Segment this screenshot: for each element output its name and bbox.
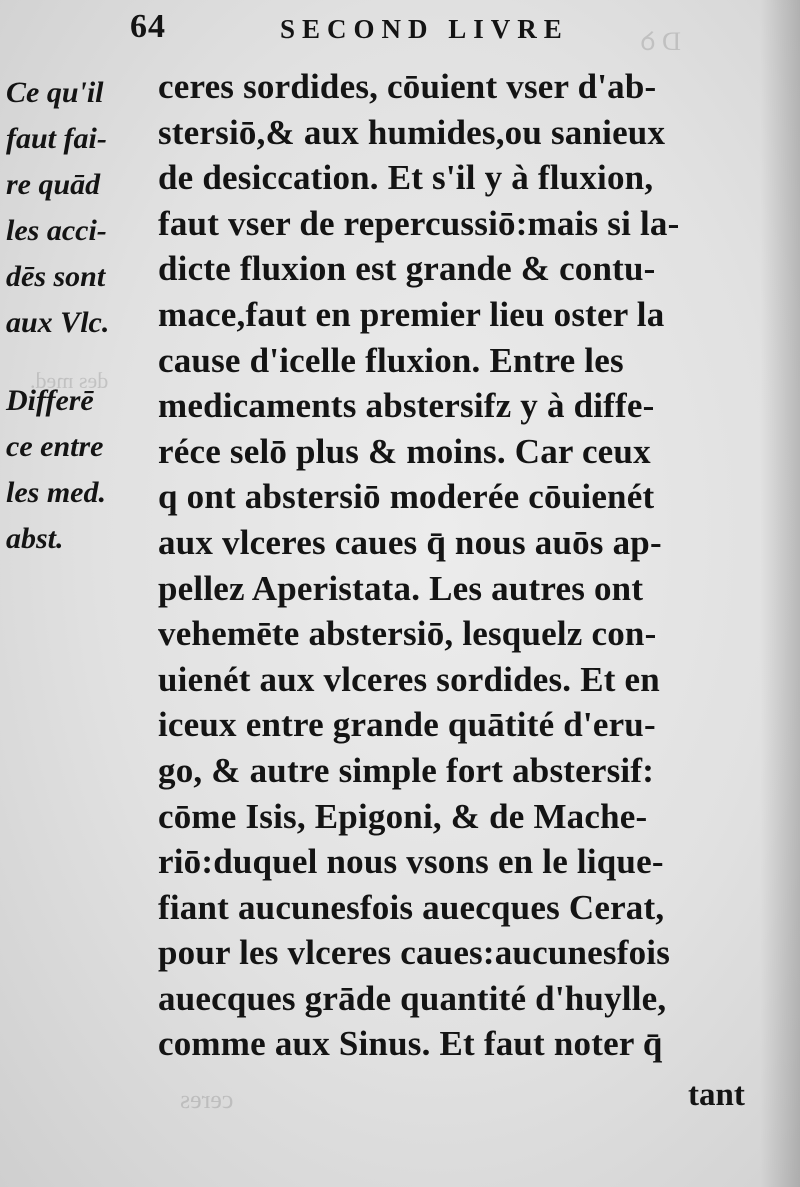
margin-notes [6, 70, 152, 594]
margin-note-line: les acci- [6, 214, 107, 247]
text-line: dicte fluxion est grande & contu- [158, 249, 656, 289]
text-line: mace,faut en premier lieu oster la [158, 294, 665, 334]
margin-note-line: abst. [6, 522, 64, 555]
margin-note-line: Ce qu'il [6, 76, 104, 109]
text-line: ceres sordides, cōuient vser d'ab- [158, 67, 657, 106]
text-line: pour les vlceres caues:aucunesfois [158, 933, 671, 973]
margin-note [6, 378, 152, 562]
margin-note-line: Differē [6, 384, 94, 417]
text-line: auecques grāde quantité d'huylle, [158, 978, 667, 1018]
text-line: de desiccation. Et s'il y à fluxion, [158, 158, 654, 198]
text-line: aux vlceres caues q̄ nous auōs ap- [158, 522, 662, 562]
margin-note-line: dēs sont [6, 260, 106, 293]
margin-note [6, 70, 152, 346]
margin-note-line: faut fai- [6, 122, 107, 155]
text-line: cōme Isis, Epigoni, & de Mache- [158, 796, 648, 836]
text-line: fiant aucunesfois auecques Cerat, [158, 887, 665, 927]
page-header [0, 8, 800, 48]
text-line: comme aux Sinus. Et faut noter q̄ [158, 1024, 663, 1064]
text-line: iceux entre grande quātité d'eru- [158, 705, 656, 745]
bleed-through-ghost: ceres [180, 1085, 234, 1114]
text-line: faut vser de repercussiō:mais si la- [158, 203, 680, 243]
text-line: stersiō,& aux humides,ou sanieux [158, 112, 666, 152]
bleed-through-ghost: D ꝺ [640, 27, 681, 56]
running-title: SECOND LIVRE [280, 14, 569, 44]
text-line: pellez Aperistata. Les autres ont [158, 568, 644, 608]
margin-note-line: ce entre [6, 430, 104, 463]
text-line: q ont abstersiō moderée cōuienét [158, 477, 655, 517]
text-line: vehemēte abstersiō, lesquelz con- [158, 614, 657, 654]
text-line: uienét aux vlceres sordides. Et en [158, 659, 660, 699]
page-number: 64 [130, 8, 166, 45]
text-line: réce selō plus & moins. Car ceux [158, 431, 651, 471]
margin-note-line: re quād [6, 168, 101, 201]
text-line: medicaments abstersifz y à diffe- [158, 386, 655, 426]
body-text [158, 64, 768, 1067]
catchword: tant [688, 1077, 745, 1113]
margin-note-line: les med. [6, 476, 106, 509]
text-line: riō:duquel nous vsons en le lique- [158, 842, 664, 882]
margin-note-line: aux Vlc. [6, 306, 110, 339]
text-line: cause d'icelle fluxion. Entre les [158, 340, 624, 380]
text-line: go, & autre simple fort abstersif: [158, 750, 655, 790]
bleed-through-ghost: des med. [30, 368, 109, 393]
